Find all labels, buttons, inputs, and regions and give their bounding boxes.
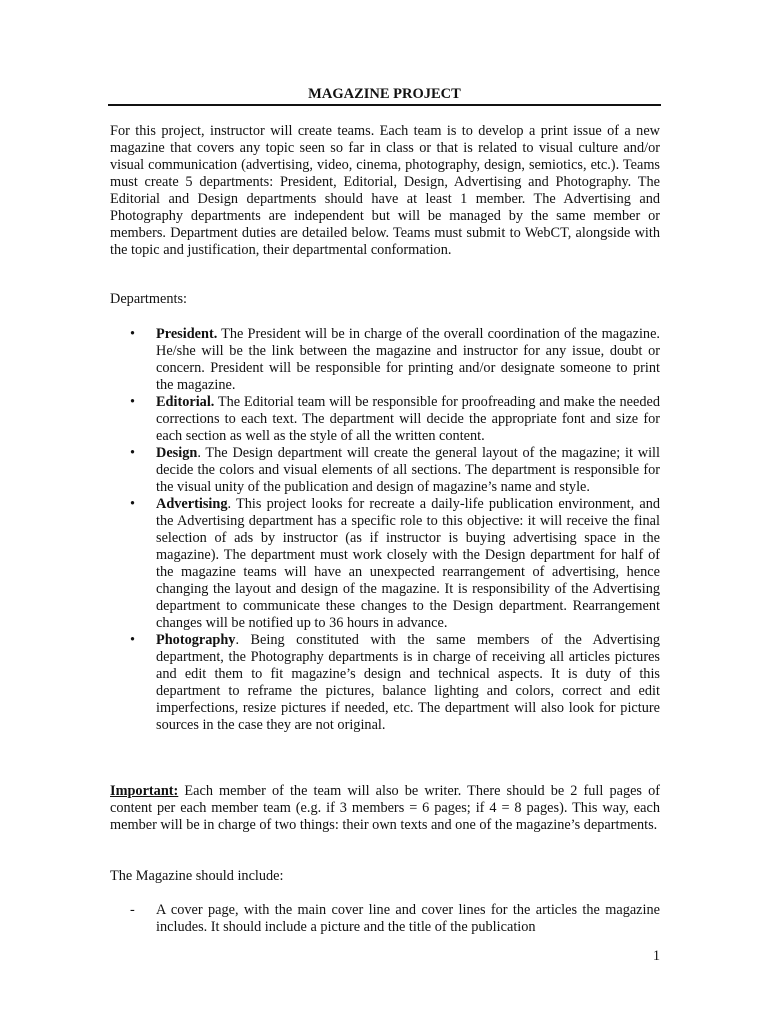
department-name: President. — [156, 326, 218, 342]
department-name: Design — [156, 445, 198, 461]
department-item-president — [110, 326, 660, 394]
bullet-icon: • — [130, 496, 136, 512]
important-text: Each member of the team will also be writer. There should be 2 full pages of content per each member team (e.g. if 3 members = 6 pages; if 4 = 8 pages). This way, each member will be in charge of two things: their own texts and one of the magazine’s departments. — [110, 783, 660, 833]
bullet-icon: • — [130, 445, 136, 461]
bullet-icon: • — [130, 326, 136, 342]
include-heading: The Magazine should include: — [110, 868, 284, 884]
bullet-icon: • — [130, 394, 136, 410]
department-item-photography — [110, 632, 660, 734]
department-description: . Being constituted with the same members of the Advertising department, the Photography departments is in charge of receiving all articles pictures and edit them to fit magazine’s design and technical aspects. It is duty of this department to reframe the pictures, balance lighting and colors, correct and edit imperfections, resize pictures if needed, etc. The department will also look for picture sources in the case they are not original. — [156, 632, 660, 733]
department-description: The Editorial team will be responsible for proofreading and make the needed corrections to each text. The department will decide the appropriate font and size for each section as well as the style of all the written content. — [156, 394, 660, 444]
include-item-text: A cover page, with the main cover line and cover lines for the articles the magazine includes. It should include a picture and the title of the publication — [156, 902, 660, 935]
departments-list — [110, 326, 660, 734]
department-item-advertising — [110, 496, 660, 632]
department-name: Editorial. — [156, 394, 215, 410]
include-item — [110, 902, 660, 936]
department-description: . The Design department will create the general layout of the magazine; it will decide the colors and visual elements of all sections. The department is responsible for the visual unity of the publication and design of magazine’s name and style. — [156, 445, 660, 495]
important-label: Important: — [110, 783, 179, 799]
bullet-icon: • — [130, 632, 136, 648]
document-title: MAGAZINE PROJECT — [108, 84, 661, 106]
departments-heading: Departments: — [110, 291, 188, 307]
department-description: The President will be in charge of the overall coordination of the magazine. He/she will be the link between the magazine and instructor for any issue, doubt or concern. President will be responsible for printing and/or designate someone to print the magazine. — [156, 326, 660, 393]
important-paragraph — [110, 783, 660, 834]
dash-icon: - — [130, 902, 135, 918]
department-description: . This project looks for recreate a daily-life publication environment, and the Advertising department has a specific role to this objective: it will receive the final selection of ads by instructor (as if instructor is buying advertising space in the magazine). The department must work closely with the Design department for half of the magazine teams will have an unexpected rearrangement of advertising, hence changing the layout and design of the magazine. It is responsibility of the Advertising department to communicate these changes to the Design department. Rearrangement changes will be notified up to 36 hours in advance. — [156, 496, 660, 631]
page-number: 1 — [652, 948, 660, 964]
department-item-design — [110, 445, 660, 496]
include-list — [110, 902, 660, 936]
department-name: Advertising — [156, 496, 228, 512]
department-name: Photography — [156, 632, 236, 648]
intro-paragraph: For this project, instructor will create teams. Each team is to develop a print issue of a new magazine that covers any topic seen so far in class or that is related to visual culture and/or visual communication (advertising, video, cinema, photography, design, semiotics, etc.). Teams must create 5 departments: President, Editorial, Design, Advertising and Photography. The Editorial and Design departments should have at least 1 member. The Advertising and Photography departments are independent but will be managed by the same member or members. Department duties are detailed below. Teams must submit to WebCT, alongside with the topic and justification, their departmental conformation. — [110, 123, 660, 258]
department-item-editorial — [110, 394, 660, 445]
